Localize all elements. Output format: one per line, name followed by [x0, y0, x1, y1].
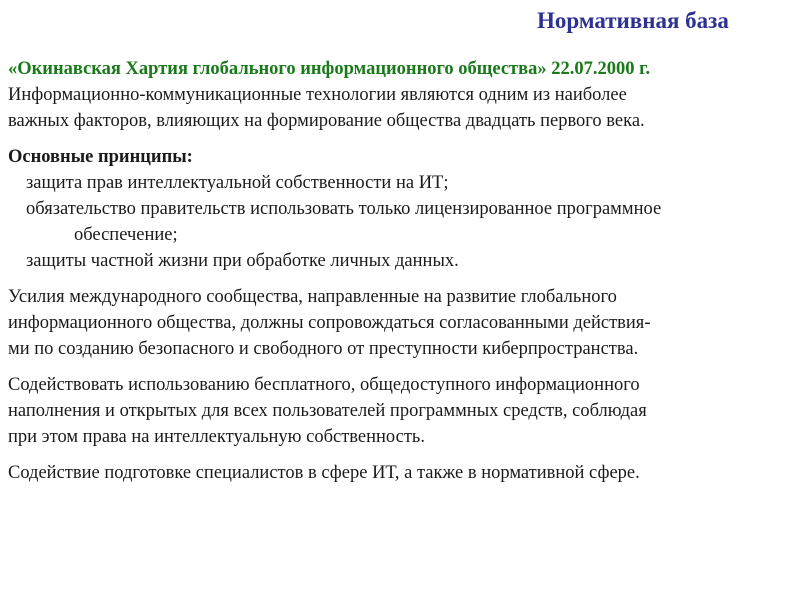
- principle-text: защиты частной жизни при обработке личных данных.: [26, 251, 459, 271]
- paragraph-line: при этом права на интеллектуальную собственность.: [8, 427, 425, 447]
- paragraph-line: Содействие подготовке специалистов в сфере ИТ, а также в нормативной сфере.: [8, 463, 640, 483]
- paragraph-line: наполнения и открытых для всех пользователей программных средств, соблюдая: [8, 401, 647, 421]
- charter-text-line: Информационно-коммуникационные технологии являются одним из наиболее: [8, 85, 627, 105]
- slide-title: Нормативная база: [537, 8, 729, 33]
- principle-item: [8, 170, 794, 196]
- charter-heading: «Окинавская Хартия глобального информационного общества» 22.07.2000 г.: [8, 59, 651, 79]
- principles-title: Основные принципы:: [8, 147, 193, 167]
- paragraph-international-efforts: [8, 284, 794, 362]
- paragraph-training: [8, 460, 794, 486]
- charter-text-line: важных факторов, влияющих на формирование общества двадцать первого века.: [8, 111, 645, 131]
- principle-text-continuation: обеспечение;: [74, 225, 178, 245]
- paragraph-line: ми по созданию безопасного и свободного от преступности киберпространства.: [8, 339, 639, 359]
- charter-description: [8, 82, 794, 134]
- paragraph-line: Содействовать использованию бесплатного, общедоступного информационного: [8, 375, 640, 395]
- principle-text: обязательство правительств использовать только лицензированное программное: [26, 199, 662, 219]
- principle-item: [8, 196, 794, 248]
- principles-list: [8, 170, 794, 274]
- paragraph-open-content: [8, 372, 794, 450]
- paragraph-line: Усилия международного сообщества, направленные на развитие глобального: [8, 287, 617, 307]
- principle-text: защита прав интеллектуальной собственности на ИТ;: [26, 173, 449, 193]
- principle-item: [8, 248, 794, 274]
- slide-content: [8, 56, 794, 486]
- paragraph-line: информационного общества, должны сопровождаться согласованными действия-: [8, 313, 651, 333]
